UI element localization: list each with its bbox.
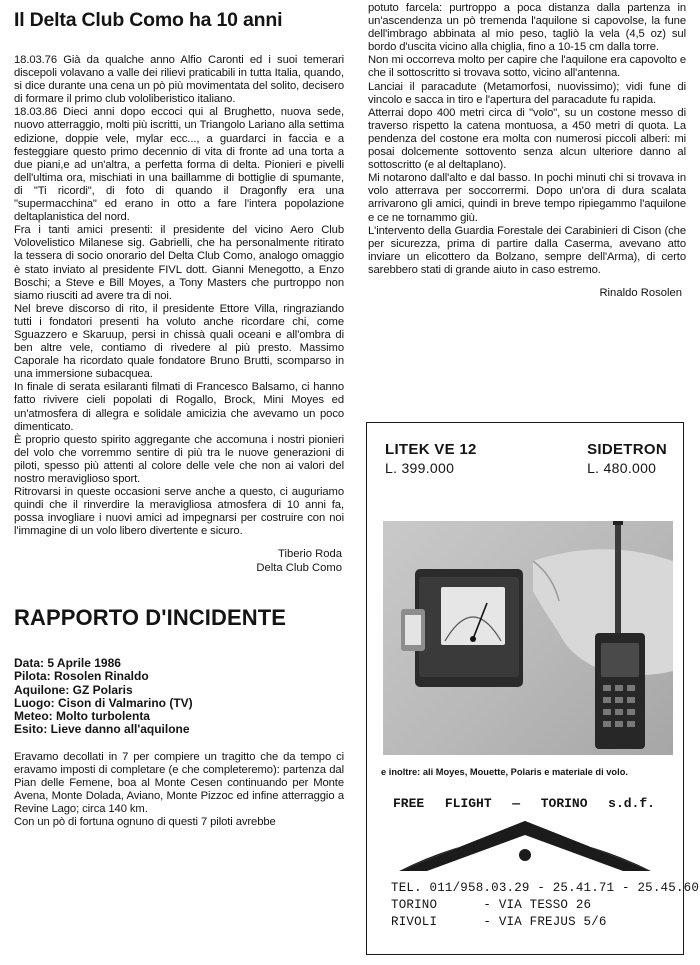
advertisement bbox=[366, 422, 700, 955]
article-paragraph: Fra i tanti amici presenti: il presidente del vicino Aero Club Volovelistico Milanese sig. Gabrielli, che ha personalmente ritirato la tessera di socio onorario del Delta Club Como, analogo omaggio è stato inviato al presidente FIVL dott. Gianni Menegotto, a Enzo Boschi; a Steve e Bill Moyes, a Tony Masters che purtroppo non siamo riusciti ad avere tra di noi. bbox=[14, 224, 344, 302]
ad-product-sidetron bbox=[587, 441, 667, 476]
article-title-incident-report: RAPPORTO D'INCIDENTE bbox=[14, 605, 287, 631]
product-photo bbox=[383, 521, 673, 755]
article-paragraph: È proprio questo spirito aggregante che accomuna i nostri pionieri del volo che vorremmo sentire di più tra le nuove generazioni di piloti, spesso più attenti al colore delle vele che non ai valori del nostro meraviglioso sport. bbox=[14, 433, 344, 485]
ad-extra-line: e inoltre: ali Moyes, Mouette, Polaris e materiale di volo. bbox=[381, 767, 628, 777]
article-paragraph: 18.03.76 Già da qualche anno Alfio Caronti ed i suoi temerari discepoli volavano a valle dei rilievi praticabili in tutta Italia, quando, si dice durante una cena un pò più movimentata del solito, decisero di formare il primo club vololiberistico italiano. bbox=[14, 54, 344, 106]
article-paragraph: 18.03.86 Dieci anni dopo eccoci qui al Brughetto, nuova sede, nuovo atterraggio, molti più iscritti, un Triangolo Lariano alla settima edizione, doppie vele, mylar ecc..., a guardarci in faccia e a festeggiare questo primo decennio di vita di fronte ad una torta a due piani,e ad un'altra, a perfetta forma di delta. Pionieri e pivelli dell'ultima ora, mischiati in una baillamme di bottiglie di spumante, di "Ti ricordi", di foto di quando il Dragonfly era una "supermacchina" ed erano in otto a fare l'intera popolazione deltaplanistica del nord. bbox=[14, 106, 344, 224]
fact-pilot: Pilota: Rosolen Rinaldo bbox=[14, 669, 149, 684]
article-signature bbox=[14, 548, 342, 575]
article-paragraph: Nel breve discorso di rito, il presidente Ettore Villa, ringraziando tutti i fondatori presenti ha voluto anche ricordare chi, come Sguazzero e Skaruup, persi in chissà quali oceani e all'ombra di ben altre vele, contiamo di rivedere al più presto. Massimo Caporale ha ricordato quale fondatore Bruno Brutti, scomparso in una immersione subacquea. bbox=[14, 302, 344, 381]
product-price: L. 399.000 bbox=[385, 460, 455, 476]
fact-weather: Meteo: Molto turbolenta bbox=[14, 709, 150, 724]
incident-body-right bbox=[368, 2, 686, 277]
brand-torino: TORINO bbox=[540, 796, 588, 811]
article-paragraph: potuto farcela: purtroppo a poca distanza dalla partenza in un'ascendenza un pò tremenda l'aquilone si capovolse, la fune dell'imbrago abbinata al mio peso, tagliò la vela (4,5 oz) sul bordo d'uscita vicino alla chiglia, fino a 10-15 cm dalla torre. bbox=[368, 2, 686, 54]
brand-dash: — bbox=[512, 796, 521, 811]
product-name: LITEK VE 12 bbox=[385, 441, 477, 458]
fact-place: Luogo: Cison di Valmarino (TV) bbox=[14, 695, 193, 710]
ad-brand-line bbox=[393, 796, 655, 811]
fact-outcome: Esito: Lieve danno all'aquilone bbox=[14, 722, 190, 737]
fact-date: Data: 5 Aprile 1986 bbox=[14, 656, 121, 671]
incident-facts bbox=[14, 657, 344, 736]
article-paragraph: Atterrai dopo 400 metri circa di "volo", su un costone messo di traverso rispetto la catena montuosa, a 450 metri di quota. La pendenza del costone era molta con numerosi piccoli alberi: mi posai dolcemente sottovento senza alcun ulteriore danno al sottoscritto (e al deltaplano). bbox=[368, 106, 686, 172]
brand-flight: FLIGHT bbox=[444, 796, 492, 811]
incident-signature: Rinaldo Rosolen bbox=[599, 286, 682, 299]
signature-club: Delta Club Como bbox=[256, 561, 342, 574]
product-price: L. 480.000 bbox=[587, 460, 657, 476]
left-column bbox=[14, 0, 344, 829]
article-paragraph: L'intervento della Guardia Forestale dei Carabinieri di Cison (che per sicurezza, prima di partire dalla Caserma, avevano atto inviare un elicottero da Bolzano, sempre dell'Arma), di certo sarebbero stati di grande aiuto in caso estremo. bbox=[368, 224, 686, 276]
product-name: SIDETRON bbox=[587, 441, 667, 458]
article-paragraph: Non mi occorreva molto per capire che l'aquilone era capovolto e che il sottoscritto si trovava sotto, vicino all'antenna. bbox=[368, 54, 686, 80]
fact-kite: Aquilone: GZ Polaris bbox=[14, 682, 133, 697]
ad-address-rivoli: RIVOLI - VIA FREJUS 5/6 bbox=[391, 915, 607, 929]
article-title-delta-club: Il Delta Club Como ha 10 anni bbox=[14, 9, 283, 31]
article-body-delta-club bbox=[14, 54, 344, 538]
variometer-radio-photo-icon bbox=[383, 521, 673, 755]
article-paragraph: Lanciai il paracadute (Metamorfosi, nuovissimo); vidi fune di vincolo e sacca in tiro e l'apertura del paracadute fu rapida. bbox=[368, 80, 686, 106]
article-paragraph: In finale di serata esilaranti filmati di Francesco Balsamo, ci hanno fatto rivivere cieli popolati di Rogallo, Brock, Mini Moyes ed un'atmosfera di allegra e solidale amicizia che avevamo un poco dimenticato. bbox=[14, 381, 344, 433]
delta-wing-logo-icon bbox=[397, 815, 653, 875]
brand-suffix: s.d.f. bbox=[608, 796, 655, 811]
brand-free: FREE bbox=[393, 796, 425, 811]
ad-product-litek bbox=[385, 441, 477, 476]
article-paragraph: Eravamo decollati in 7 per compiere un tragitto che da tempo ci eravamo imposti di completare (e che completeremo): partenza dal Pian delle Femene, boa al Monte Cesen continuando per Monte Avena, Monte Dolada, Aviano, Monte Pizzoc ed infine atterraggio a Revine Lago; circa 140 km. bbox=[14, 750, 344, 815]
signature-author: Tiberio Roda bbox=[278, 548, 342, 561]
article-paragraph: Con un pò di fortuna ognuno di questi 7 piloti avrebbe bbox=[14, 815, 276, 828]
ad-telephone: TEL. 011/958.03.29 - 25.41.71 - 25.45.60 bbox=[391, 881, 700, 895]
article-paragraph: Mi notarono dall'alto e dal basso. In pochi minuti chi si trovava in volo atterrava per soccorrermi. Dopo un'ora di dura scalata arrivarono gli amici, quindi in breve tempo ripiegammo l'aquilone e ce ne tornammo giù. bbox=[368, 172, 686, 224]
right-column bbox=[368, 0, 686, 299]
ad-address-torino: TORINO - VIA TESSO 26 bbox=[391, 898, 592, 912]
incident-body-left bbox=[14, 751, 344, 830]
article-paragraph: Ritrovarsi in queste occasioni serve anche a questo, ci auguriamo quindi che il rinverdire la meravigliosa atmosfera di 10 anni fa, possa invogliare i nuovi amici ad impegnarsi per costruire con noi l'immagine di un volo libero divertente e sicuro. bbox=[14, 486, 344, 538]
